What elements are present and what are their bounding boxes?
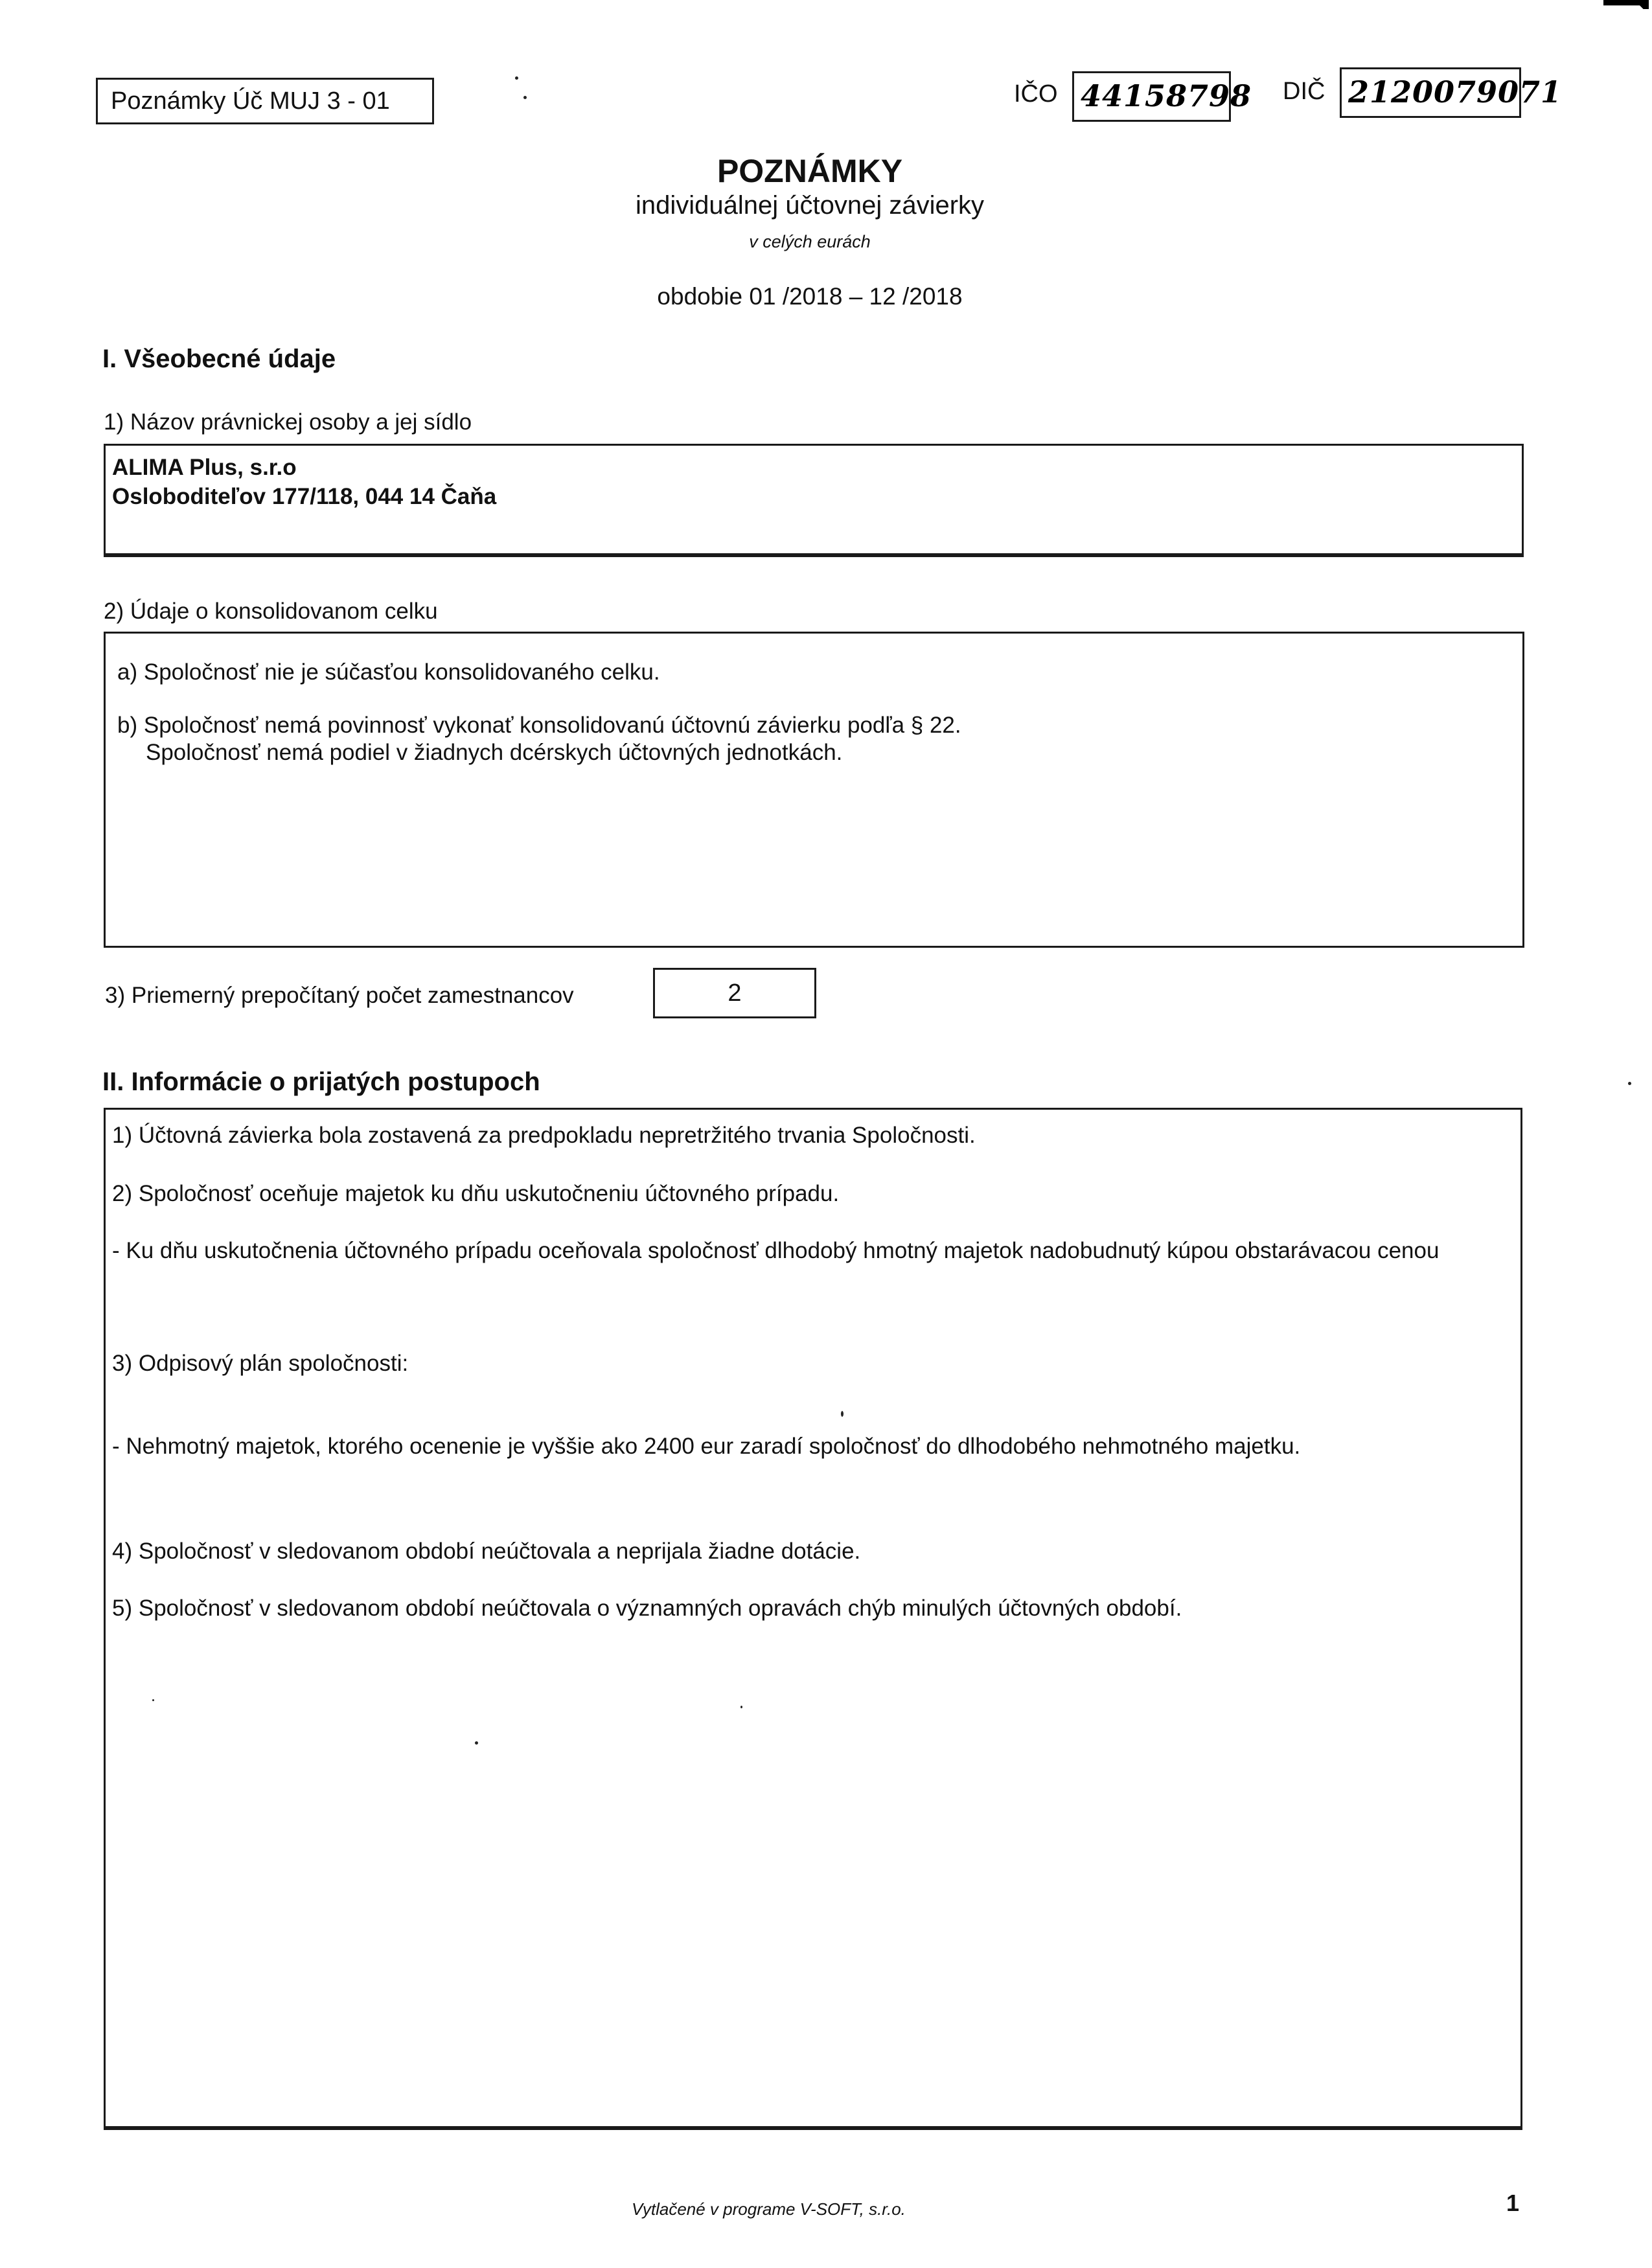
policy-paragraph: 1) Účtovná závierka bola zostavená za predpokladu nepretržitého trvania Spoločnosti. bbox=[112, 1123, 976, 1148]
policy-paragraph: 4) Spoločnosť v sledovanom období neúčtovala a neprijala žiadne dotácie. bbox=[112, 1539, 861, 1564]
document-title: POZNÁMKY bbox=[717, 153, 903, 189]
consolidation-line-b1: b) Spoločnosť nemá povinnosť vykonať konsolidovanú účtovnú závierku podľa § 22. bbox=[117, 713, 961, 738]
consolidation-box bbox=[104, 632, 1524, 948]
currency-units: v celých eurách bbox=[749, 232, 871, 251]
company-name: ALIMA Plus, s.r.o bbox=[112, 455, 297, 480]
consolidation-line-b2: Spoločnosť nemá podiel v žiadnych dcérskych účtovných jednotkách. bbox=[146, 740, 843, 765]
consolidation-line-a: a) Spoločnosť nie je súčasťou konsolidovaného celku. bbox=[117, 659, 660, 685]
scan-speck bbox=[475, 1741, 478, 1745]
ico-field bbox=[1072, 71, 1252, 122]
policy-paragraph: 5) Spoločnosť v sledovanom období neúčtovala o významných opravách chýb minulých účtovných období. bbox=[112, 1596, 1182, 1621]
item-3-label: 3) Priemerný prepočítaný počet zamestnancov bbox=[105, 983, 574, 1008]
page-number: 1 bbox=[1506, 2190, 1520, 2216]
ico-label: IČO bbox=[1014, 80, 1058, 108]
policy-paragraph: 3) Odpisový plán spoločnosti: bbox=[112, 1351, 409, 1376]
section-1-heading: I. Všeobecné údaje bbox=[102, 345, 336, 373]
document-subtitle: individuálnej účtovnej závierky bbox=[635, 191, 985, 220]
printed-by-note: Vytlačené v programe V-SOFT, s.r.o. bbox=[632, 2199, 906, 2219]
item-2-label: 2) Údaje o konsolidovanom celku bbox=[104, 599, 438, 624]
employee-count-field bbox=[653, 968, 816, 1018]
scan-speck bbox=[152, 1699, 154, 1701]
form-code-box bbox=[96, 78, 434, 124]
policy-paragraph: - Ku dňu uskutočnenia účtovného prípadu oceňovala spoločnosť dlhodobý hmotný majetok nadobudnutý kúpou obstarávacou cenou bbox=[112, 1238, 1440, 1263]
ico-value: 44158798 bbox=[1081, 78, 1252, 113]
dic-value: 2120079071 bbox=[1348, 74, 1563, 109]
company-info-box bbox=[104, 444, 1524, 557]
scan-speck bbox=[841, 1411, 843, 1417]
policy-paragraph: 2) Spoločnosť oceňuje majetok ku dňu uskutočneniu účtovného prípadu. bbox=[112, 1181, 840, 1206]
dic-field bbox=[1340, 67, 1563, 118]
company-address: Osloboditeľov 177/118, 044 14 Čaňa bbox=[112, 484, 497, 509]
item-1-label: 1) Názov právnickej osoby a jej sídlo bbox=[104, 409, 472, 435]
scan-speck bbox=[1628, 1082, 1631, 1085]
policy-paragraph: - Nehmotný majetok, ktorého ocenenie je vyššie ako 2400 eur zaradí spoločnosť do dlhodobého nehmotného majetku. bbox=[112, 1434, 1301, 1459]
section-2-heading: II. Informácie o prijatých postupoch bbox=[102, 1068, 540, 1096]
scan-speck bbox=[740, 1706, 742, 1708]
policies-box bbox=[104, 1108, 1522, 2130]
scan-speck bbox=[515, 76, 518, 80]
scan-corner-mark bbox=[1603, 0, 1649, 9]
dic-label: DIČ bbox=[1283, 78, 1325, 105]
reporting-period: obdobie 01 /2018 – 12 /2018 bbox=[657, 283, 963, 310]
employee-count-value: 2 bbox=[728, 979, 742, 1007]
scan-speck bbox=[523, 96, 527, 99]
form-code: Poznámky Úč MUJ 3 - 01 bbox=[111, 87, 390, 115]
